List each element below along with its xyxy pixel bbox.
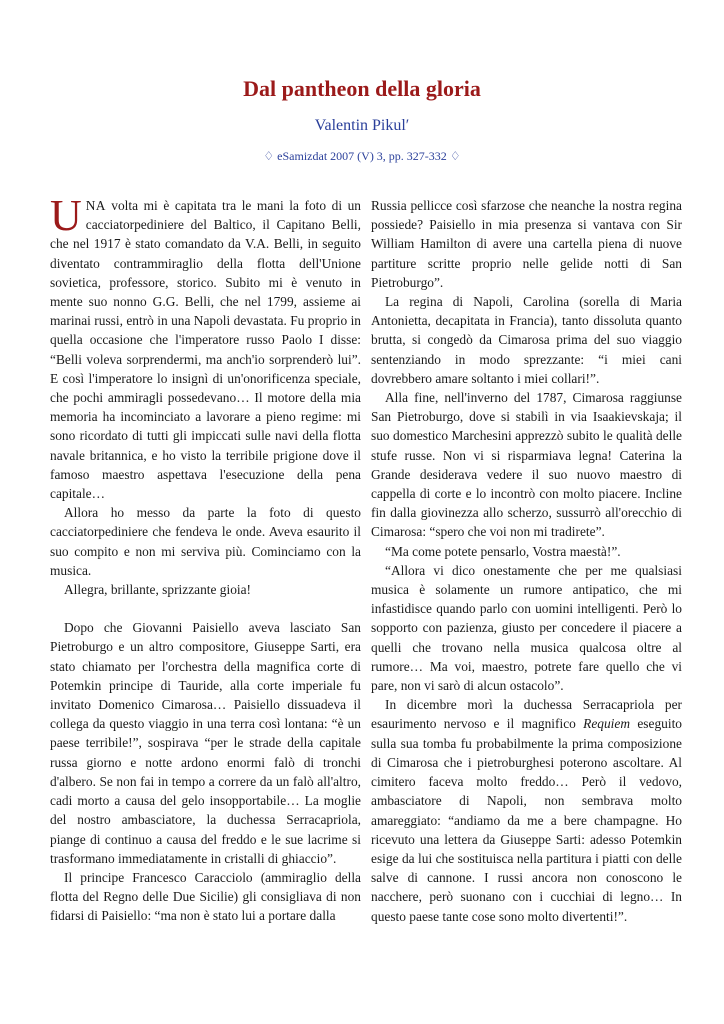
paragraph [50, 191, 361, 503]
article-title: Dal pantheon della gloria [243, 76, 481, 101]
paragraph-text: eseguito sulla sua tomba fu probabilmente la prima composizione di Cimarosa che i pietroburghesi poterono ascoltare. Al cimitero faceva molto freddo… Però il vedovo, ambasciatore di Napoli, non sembrava molto amareggiato: “andiamo da me a bere champagne. Ho ricevuto una lettera da Giuseppe Sarti: adesso Potemkin esige da lui che sostituisca nella partitura i piatti con delle salve di cannone. I russi ancora non conoscono le nacchere, però suonano con i cucchiai di legno… In questo paese tante cose sono molto divertenti!”. [371, 716, 682, 924]
article-body [50, 191, 682, 926]
diamond-icon-left: ♢ [263, 149, 275, 163]
diamond-icon-right: ♢ [449, 149, 461, 163]
paragraph: Allora ho messo da parte la foto di questo cacciatorpediniere che fendeva le onde. Aveva esaurito il suo compito e non mi serviva più. Cominciamo con la musica. [50, 505, 361, 578]
drop-cap: U [50, 191, 82, 240]
paragraph-text: volta mi è capitata tra le mani la foto di un cacciatorpediniere del Baltico, il Capitano Belli, che nel 1917 è stato comandato da V.A. Belli, in seguito diventato contrammiraglio della flotta dell'Unione sovietica, professore, storico. Subito mi è venuto in mente suo nonno G.G. Belli, che nel 1799, assieme ai marinai russi, entrò in una Napoli devastata. Fu proprio in quella occasione che l'imperatore russo Paolo I disse: “Belli voleva sorprendermi, ma anch'io sorprenderò lui”. E così l'imperatore lo insignì di un'onorificenza speciale, che pochi ammiragli possedevano… Il motore della mia memoria ha incominciato a lavorare a pieno regime: mi sono ricordato di tutti gli impiccati sulle navi della flotta navale britannica, e ho visto la terribile prigione dove il famoso maestro aspettava l'esecuzione della pena capitale… [50, 198, 361, 502]
article-author: Valentin Pikul′ [314, 117, 410, 134]
paragraph: Russia pellicce così sfarzose che neanche la nostra regina possiede? Paisiello in mia presenza si vantava con Sir William Hamilton di avere una cartella piena di nuove partiture scritte proprio nelle gelide notti di San Pietroburgo”. [371, 198, 682, 290]
paragraph: La regina di Napoli, Carolina (sorella di Maria Antonietta, decapitata in Francia), tanto dissoluta quanto brutta, si congedò da Cimarosa prima del suo viaggio sentenziando in modo sprezzante: “i miei cani dovrebbero amare soltanto i miei collari!”. [371, 294, 682, 386]
right-column [371, 196, 682, 926]
paragraph: Allegra, brillante, sprizzante gioia! [64, 582, 252, 598]
left-column [50, 191, 361, 926]
paragraph-text: In dicembre morì la duchessa Serracapriola per esaurimento nervoso e il magnifico [371, 697, 682, 732]
paragraph: Il principe Francesco Caracciolo (ammiraglio della flotta del Regno delle Due Sicilie) gli consigliava di non fidarsi di Paisiello: “ma non è stato lui a portare dalla [50, 869, 361, 924]
lead-word: NA [85, 198, 106, 213]
paragraph: “Ma come potete pensarlo, Vostra maestà!”. [385, 543, 621, 559]
article-header [0, 76, 724, 164]
italic-title: Requiem [583, 716, 631, 732]
source-citation: eSamizdat 2007 (V) 3, pp. 327-332 [277, 149, 447, 163]
paragraph: Dopo che Giovanni Paisiello aveva lasciato San Pietroburgo e un altro compositore, Giuseppe Sarti, era stato chiamato per l'orchestra della magnifica corte di Potemkin principe di Tauride, alla corte imperiale fu invitato Domenico Cimarosa… Paisiello dissuadeva il collega da questo viaggio in una terra così lontana: “è un paese terribile!”, sospirava “per le strade della capitale russa giorno e notte ardono enormi falò di tronchi d'albero. Se non fai in tempo a correre da un falò all'altro, cadi morto a causa del gelo insopportabile… La moglie del nostro ambasciatore, la duchessa Serracapriola, piange di continuo a causa del freddo e le sue lacrime si trasformano immediatamente in cristalli di ghiaccio”. [50, 620, 361, 866]
paragraph: “Allora vi dico onestamente che per me qualsiasi musica è solamente un rumore antipatico, che mi infastidisce quando parlo con uomini intelligenti. Però lo sopporto con pazienza, giusto per concedere il piacere a quelli che trovano nella musica qualcosa oltre al rumore… Ma voi, maestro, potrete fare quello che vi pare, non vi sarò di alcun ostacolo”. [371, 562, 682, 694]
article-source [0, 148, 724, 164]
paragraph: Alla fine, nell'inverno del 1787, Cimarosa raggiunse San Pietroburgo, dove si stabilì in via Isaakievskaja; il suo domestico Marchesini apprezzò subito le qualità delle stufe russe. Non vi si risparmiava legna! Caterina la Grande desiderava vedere il suo nuovo maestro di cappella di corte e lo incontrò con molto piacere. Incline fin dalla giovinezza allo scherzo, sussurrò all'orecchio di Cimarosa: “spero che voi non mi tradirete”. [371, 390, 682, 540]
paragraph [371, 695, 682, 925]
